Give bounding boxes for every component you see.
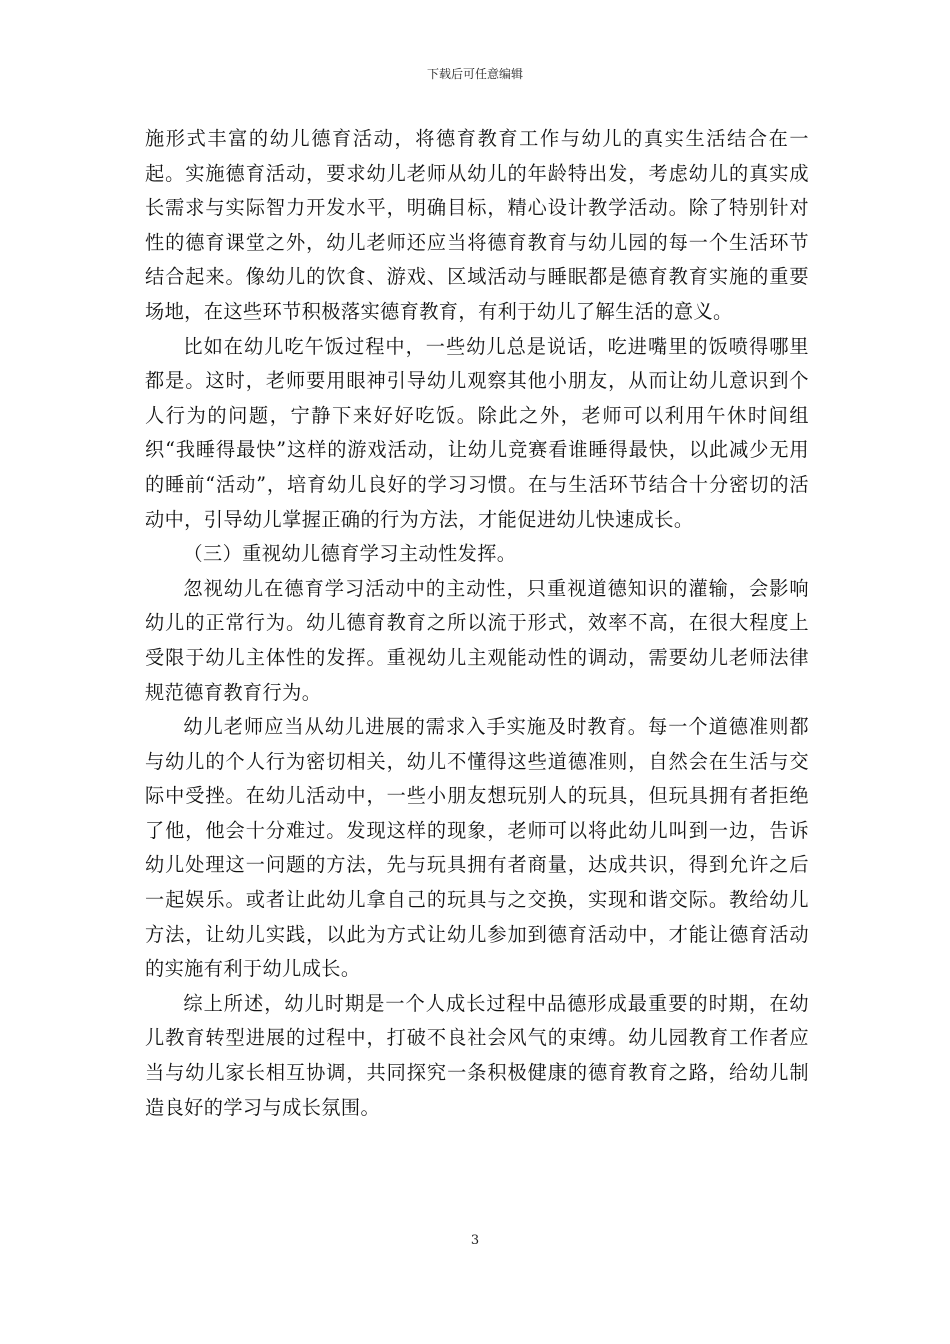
page-number: 3 [470, 1233, 480, 1248]
section-heading-3: （三）重视幼儿德育学习主动性发挥。 [183, 542, 517, 566]
paragraph-continuation: 施形式丰富的幼儿德育活动，将德育教育工作与幼儿的真实生活结合在一起。实施德育活动，要求幼儿老师从幼儿的年龄特出发，考虑幼儿的真实成长需求与实际智力开发水平，明确目标，精心设计教学活动。除了特别针对性的德育课堂之外，幼儿老师还应当将德育教育与幼儿园的每一个生活环节结合起来。像幼儿的饮食、游戏、区域活动与睡眠都是德育教育实施的重要场地，在这些环节积极落实德育教育，有利于幼儿了解生活的意义。 [145, 127, 809, 323]
page-header-note: 下载后可任意编辑 [426, 67, 523, 81]
paragraph-timely-education: 幼儿老师应当从幼儿进展的需求入手实施及时教育。每一个道德准则都与幼儿的个人行为密切相关，幼儿不懂得这些道德准则，自然会在生活与交际中受挫。在幼儿活动中，一些小朋友想玩别人的玩具，但玩具拥有者拒绝了他，他会十分难过。发现这样的现象，老师可以将此幼儿叫到一边，告诉幼儿处理这一问题的方法，先与玩具拥有者商量，达成共识，得到允许之后一起娱乐。或者让此幼儿拿自己的玩具与之交换，实现和谐交际。教给幼儿方法，让幼儿实践，以此为方式让幼儿参加到德育活动中，才能让德育活动的实施有利于幼儿成长。 [145, 715, 809, 981]
document-body [145, 122, 809, 1125]
paragraph-initiative: 忽视幼儿在德育学习活动中的主动性，只重视道德知识的灌输，会影响幼儿的正常行为。幼儿德育教育之所以流于形式，效率不高，在很大程度上受限于幼儿主体性的发挥。重视幼儿主观能动性的调动，需要幼儿老师法律规范德育教育行为。 [145, 576, 809, 704]
paragraph-lunch-example: 比如在幼儿吃午饭过程中，一些幼儿总是说话，吃进嘴里的饭喷得哪里都是。这时，老师要用眼神引导幼儿观察其他小朋友，从而让幼儿意识到个人行为的问题，宁静下来好好吃饭。除此之外，老师可以利用午休时间组织“我睡得最快”这样的游戏活动，让幼儿竞赛看谁睡得最快，以此减少无用的睡前“活动”，培育幼儿良好的学习习惯。在与生活环节结合十分密切的活动中，引导幼儿掌握正确的行为方法，才能促进幼儿快速成长。 [145, 334, 809, 531]
paragraph-conclusion: 综上所述，幼儿时期是一个人成长过程中品德形成最重要的时期，在幼儿教育转型进展的过程中，打破不良社会风气的束缚。幼儿园教育工作者应当与幼儿家长相互协调，共同探究一条积极健康的德育教育之路，给幼儿制造良好的学习与成长氛围。 [145, 991, 809, 1119]
